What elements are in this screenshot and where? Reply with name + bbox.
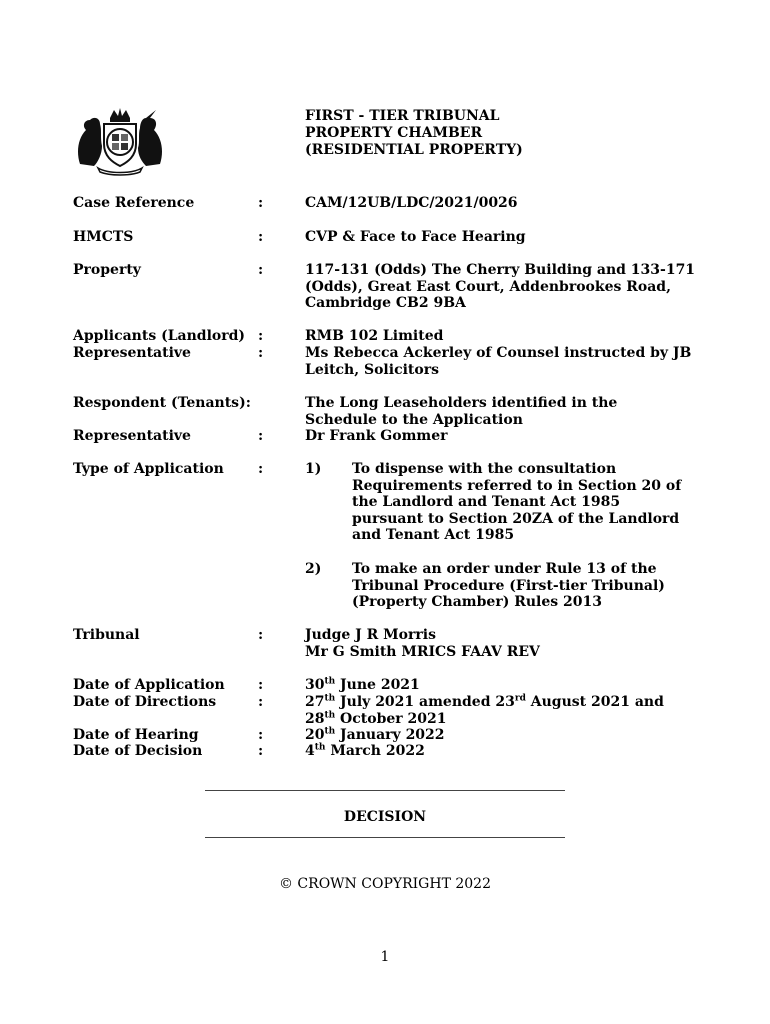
- colon: :: [258, 229, 264, 245]
- respondent-line: Schedule to the Application: [305, 411, 523, 428]
- date-day: 4: [305, 743, 315, 759]
- application-item-line: and Tenant Act 1985: [352, 527, 515, 544]
- representative-line: Ms Rebecca Ackerley of Counsel instructed by JB: [305, 345, 692, 361]
- case-reference-label: Case Reference: [73, 195, 195, 211]
- respondent-line: The Long Leaseholders identified in the: [305, 395, 618, 411]
- representative-label: Representative: [73, 428, 191, 444]
- date-day: 27: [305, 694, 325, 710]
- colon: :: [258, 727, 264, 743]
- application-item-line: (Property Chamber) Rules 2013: [352, 594, 602, 611]
- application-item-line: To make an order under Rule 13 of the: [352, 561, 657, 577]
- date-rest: June 2021: [335, 677, 420, 693]
- colon: :: [258, 262, 264, 278]
- divider-line: [205, 837, 565, 838]
- tribunal-member: Mr G Smith MRICS FAAV REV: [305, 643, 540, 660]
- divider-line: [205, 790, 565, 791]
- property-address-line: (Odds), Great East Court, Addenbrookes Road,: [305, 278, 671, 295]
- colon: :: [258, 694, 264, 710]
- applicants-label: Applicants (Landlord): [73, 328, 246, 344]
- copyright-notice: © CROWN COPYRIGHT 2022: [278, 876, 491, 892]
- tribunal-heading-line: (RESIDENTIAL PROPERTY): [305, 142, 523, 158]
- date-line: [305, 711, 700, 728]
- tribunal-label: Tribunal: [73, 627, 140, 643]
- tribunal-heading: [305, 108, 523, 159]
- date-day: 30: [305, 677, 325, 693]
- date-of-decision-value: [305, 743, 700, 760]
- case-reference-value: CAM/12UB/LDC/2021/0026: [305, 195, 518, 211]
- application-item-line: the Landlord and Tenant Act 1985: [352, 494, 621, 511]
- colon: :: [258, 677, 264, 693]
- application-item-line: pursuant to Section 20ZA of the Landlord: [352, 510, 680, 527]
- respondent-label: Respondent (Tenants):: [73, 395, 251, 411]
- date-text: July 2021 amended 23: [335, 694, 515, 710]
- applicants-value: RMB 102 Limited: [305, 328, 444, 344]
- respondent-representative-value: Dr Frank Gommer: [305, 428, 448, 444]
- colon: :: [258, 743, 264, 759]
- application-item-number: 1): [305, 461, 322, 477]
- date-of-application-value: [305, 677, 700, 694]
- colon: :: [258, 428, 264, 444]
- date-text: October 2021: [335, 710, 447, 727]
- application-item-number: 2): [305, 561, 322, 577]
- application-item-line: Tribunal Procedure (First-tier Tribunal): [352, 577, 665, 594]
- date-of-directions-label: Date of Directions: [73, 694, 217, 710]
- tribunal-member: Judge J R Morris: [305, 627, 436, 643]
- tribunal-heading-line: PROPERTY CHAMBER: [305, 125, 483, 141]
- decision-heading: DECISION: [343, 809, 427, 825]
- applicants-representative-value: [305, 345, 700, 378]
- application-item-line: Requirements referred to in Section 20 of: [352, 477, 682, 494]
- date-suffix: th: [324, 693, 336, 704]
- tribunal-heading-line: FIRST - TIER TRIBUNAL: [305, 108, 500, 124]
- page-number: 1: [380, 949, 390, 965]
- date-of-hearing-label: Date of Hearing: [73, 727, 199, 743]
- date-of-hearing-value: [305, 727, 700, 744]
- application-item-line: To dispense with the consultation: [352, 461, 617, 477]
- date-of-directions-value: [305, 694, 700, 727]
- property-address: [305, 262, 700, 312]
- date-rest: January 2022: [335, 727, 445, 743]
- colon: :: [258, 627, 264, 643]
- tribunal-members: [305, 627, 700, 660]
- date-rest: March 2022: [325, 743, 425, 759]
- property-address-line: Cambridge CB2 9BA: [305, 295, 466, 312]
- property-address-line: 117-131 (Odds) The Cherry Building and 133-171: [305, 262, 696, 278]
- colon: :: [258, 195, 264, 211]
- application-item: [352, 561, 700, 611]
- date-day: 20: [305, 727, 325, 743]
- colon: :: [258, 461, 264, 477]
- date-day: 28: [305, 710, 325, 727]
- representative-label: Representative: [73, 345, 191, 361]
- colon: :: [258, 345, 264, 361]
- representative-line: Leitch, Solicitors: [305, 361, 439, 378]
- application-type-label: Type of Application: [73, 461, 224, 477]
- date-suffix: th: [324, 676, 336, 687]
- date-line: [305, 694, 700, 711]
- hmcts-value: CVP & Face to Face Hearing: [305, 229, 526, 245]
- colon: :: [258, 328, 264, 344]
- date-suffix: th: [314, 742, 326, 753]
- date-suffix: th: [324, 709, 336, 720]
- date-of-decision-label: Date of Decision: [73, 743, 203, 759]
- royal-coat-of-arms-icon: [72, 104, 168, 176]
- respondent-value: [305, 395, 700, 428]
- date-of-application-label: Date of Application: [73, 677, 225, 693]
- hmcts-label: HMCTS: [73, 229, 134, 245]
- date-suffix: th: [324, 726, 336, 737]
- property-label: Property: [73, 262, 141, 278]
- date-text: August 2021 and: [525, 694, 664, 710]
- application-item: [352, 461, 700, 544]
- date-suffix: rd: [514, 693, 526, 704]
